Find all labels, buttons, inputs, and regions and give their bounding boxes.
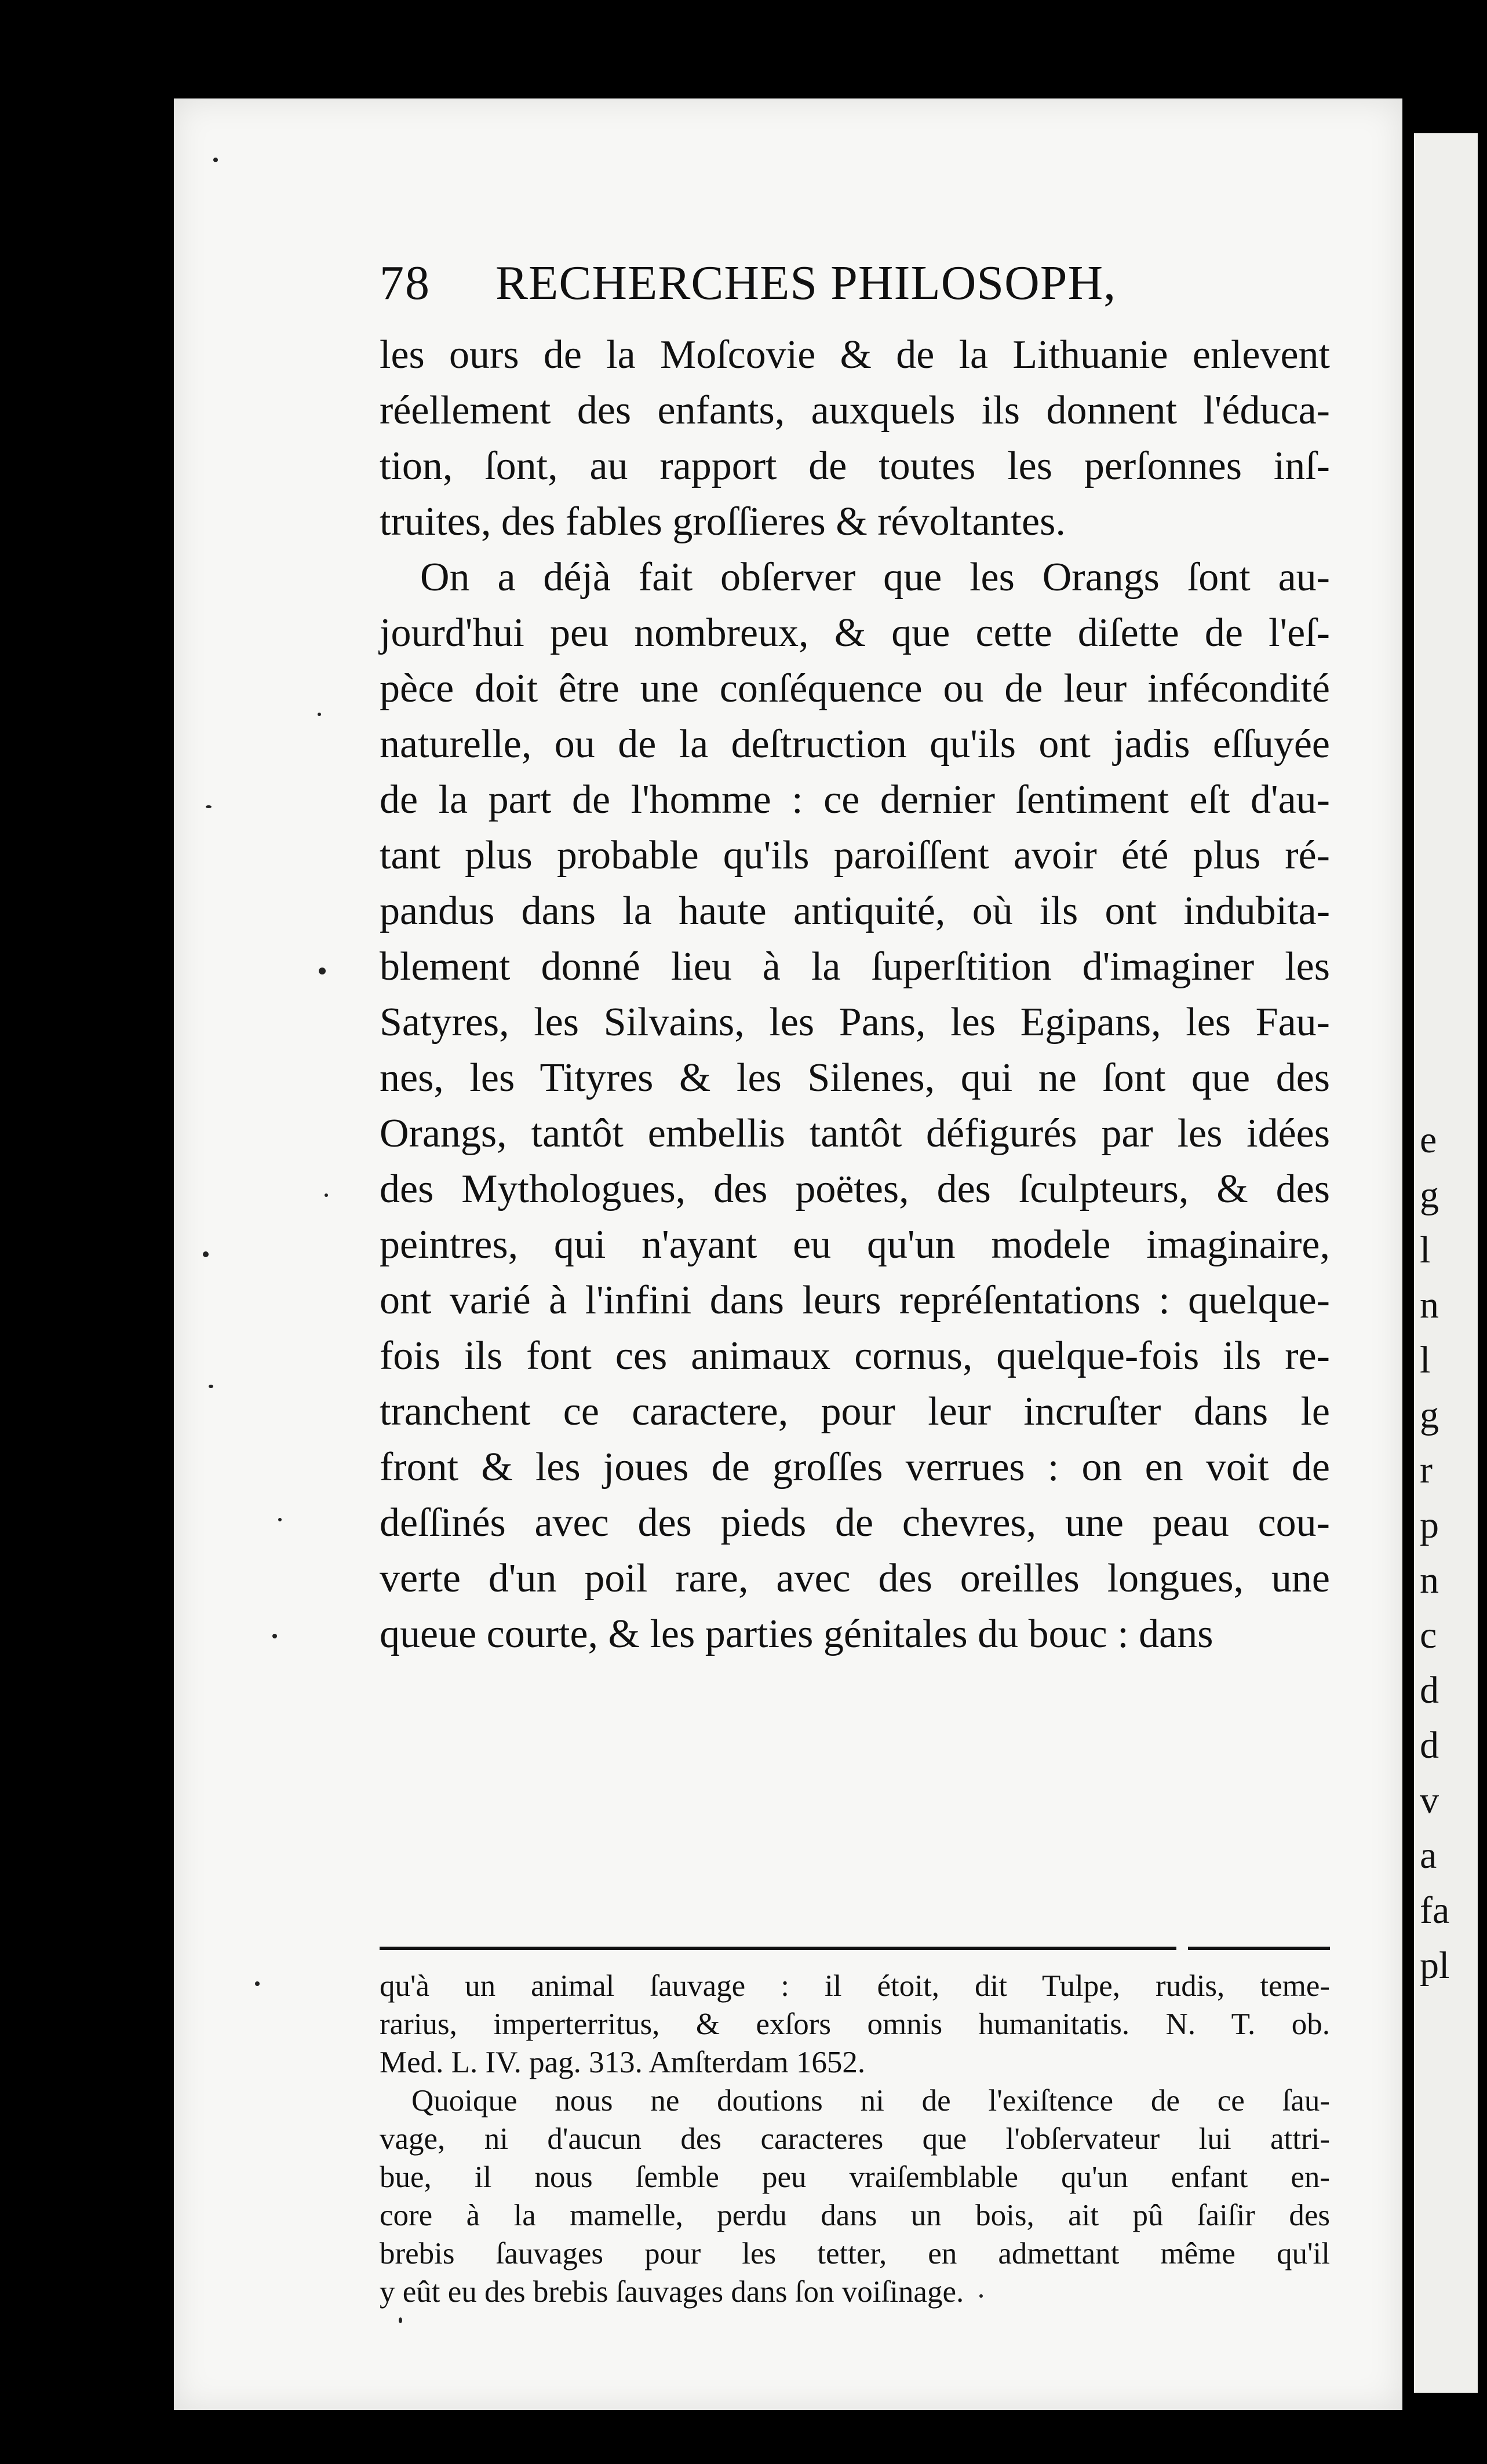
adjacent-page-letter: g: [1420, 1174, 1439, 1216]
adjacent-page-letter: g: [1420, 1394, 1439, 1436]
text-line: deſſinés avec des pieds de chevres, une peau cou-: [380, 1501, 1330, 1545]
text-line: tion, ſont, au rapport de toutes les perſonnes inſ-: [380, 444, 1330, 488]
text-line: truites, des fables groſſieres & révoltantes.: [380, 499, 1066, 544]
footnote-line: bue, il nous ſemble peu vraiſemblable qu'un enfant en-: [380, 2160, 1330, 2194]
text-line: jourd'hui peu nombreux, & que cette diſette de l'eſ-: [380, 611, 1330, 655]
running-header: [380, 255, 1330, 319]
text-line: front & les joues de groſſes verrues : on en voit de: [380, 1445, 1330, 1490]
adjacent-page-letter: p: [1420, 1504, 1439, 1546]
running-title: RECHERCHES PHILOSOPH,: [495, 256, 1117, 310]
adjacent-page-letter: e: [1420, 1119, 1437, 1161]
text-line: pèce doit être une conſéquence ou de leur infécondité: [380, 666, 1330, 711]
adjacent-page-letter: l: [1420, 1229, 1431, 1271]
footnote-line: core à la mamelle, perdu dans un bois, ait pû ſaiſir des: [380, 2199, 1330, 2232]
footnote-line: rarius, imperterritus, & exſors omnis humanitatis. N. T. ob.: [380, 2007, 1330, 2041]
adjacent-page-letter: v: [1420, 1779, 1439, 1821]
adjacent-page-letter: d: [1420, 1724, 1439, 1766]
adjacent-page-letter: n: [1420, 1284, 1439, 1326]
footnote-line: vage, ni d'aucun des caracteres que l'obſervateur lui attri-: [380, 2122, 1330, 2156]
text-line: Satyres, les Silvains, les Pans, les Egipans, les Fau-: [380, 1000, 1330, 1045]
text-line: verte d'un poil rare, avec des oreilles longues, une: [380, 1556, 1330, 1601]
adjacent-page-edge: [1414, 133, 1478, 2393]
text-line: réellement des enfants, auxquels ils donnent l'éduca-: [380, 388, 1330, 433]
text-line: queue courte, & les parties génitales du bouc : dans: [380, 1612, 1213, 1656]
text-line: pandus dans la haute antiquité, où ils ont indubita-: [380, 889, 1330, 933]
text-line: Orangs, tantôt embellis tantôt défigurés par les idées: [380, 1111, 1330, 1156]
text-line: les ours de la Moſcovie & de la Lithuanie enlevent: [380, 333, 1330, 377]
separator-rule: [1188, 1947, 1330, 1950]
footnote-line: Quoique nous ne doutions ni de l'exiſtence de ce ſau-: [411, 2084, 1330, 2118]
text-line: On a déjà fait obſerver que les Orangs ſont au-: [420, 555, 1330, 600]
adjacent-page-letter: c: [1420, 1614, 1437, 1656]
adjacent-page-letter: r: [1420, 1449, 1433, 1491]
footnote-line: brebis ſauvages pour les tetter, en admettant même qu'il: [380, 2237, 1330, 2270]
footnote-separator: [380, 1947, 1330, 1955]
text-line: de la part de l'homme : ce dernier ſentiment eſt d'au-: [380, 777, 1330, 822]
adjacent-page-letter: a: [1420, 1834, 1437, 1877]
adjacent-page-letter: fa: [1420, 1889, 1450, 1932]
text-line: fois ils font ces animaux cornus, quelque-fois ils re-: [380, 1334, 1330, 1378]
text-line: des Mythologues, des poëtes, des ſculpteurs, & des: [380, 1167, 1330, 1211]
footnote-line: y eût eu des brebis ſauvages dans ſon voiſinage.: [380, 2275, 964, 2309]
text-line: naturelle, ou de la deſtruction qu'ils ont jadis eſſuyée: [380, 722, 1330, 766]
separator-rule: [380, 1947, 1176, 1950]
footnote-line: qu'à un animal ſauvage : il étoit, dit Tulpe, rudis, teme-: [380, 1969, 1330, 2003]
adjacent-page-letter: pl: [1420, 1944, 1450, 1987]
text-line: peintres, qui n'ayant eu qu'un modele imaginaire,: [380, 1222, 1330, 1267]
text-line: tant plus probable qu'ils paroiſſent avoir été plus ré-: [380, 833, 1330, 878]
footnote-line: Med. L. IV. pag. 313. Amſterdam 1652.: [380, 2046, 866, 2079]
text-line: tranchent ce caractere, pour leur incruſter dans le: [380, 1389, 1330, 1434]
adjacent-page-letter: n: [1420, 1559, 1439, 1601]
text-line: ont varié à l'infini dans leurs repréſentations : quelque-: [380, 1278, 1330, 1323]
adjacent-page-letter: d: [1420, 1669, 1439, 1711]
text-line: nes, les Tityres & les Silenes, qui ne ſont que des: [380, 1056, 1330, 1100]
adjacent-page-letter: l: [1420, 1339, 1431, 1381]
page-number: 78: [380, 256, 431, 310]
text-line: blement donné lieu à la ſuperſtition d'imaginer les: [380, 944, 1330, 989]
